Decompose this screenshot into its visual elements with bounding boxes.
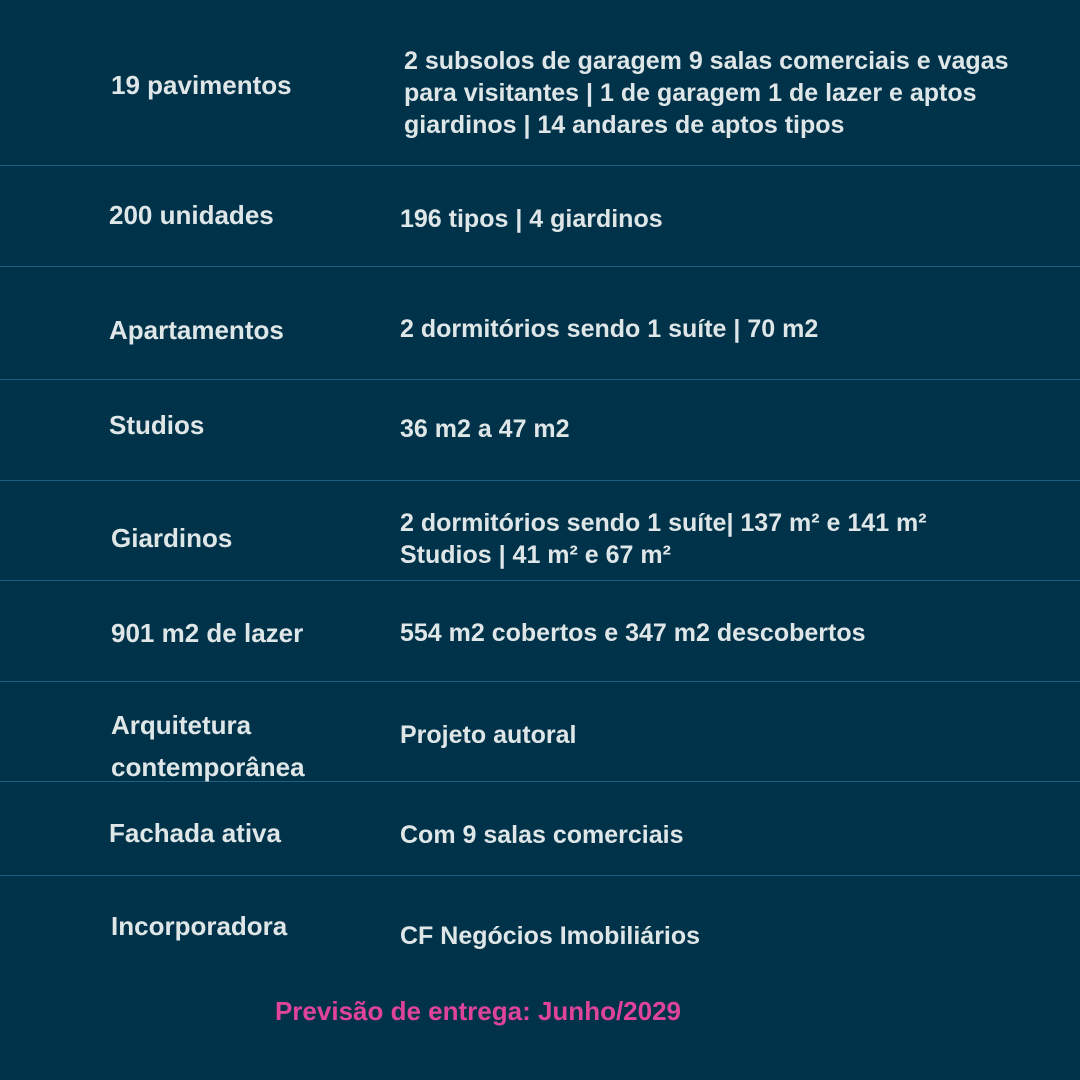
row-label: Apartamentos	[109, 315, 284, 345]
row-value: 2 dormitórios sendo 1 suíte| 137 m² e 141 m² Studios | 41 m² e 67 m²	[400, 509, 927, 569]
table-row	[0, 166, 1080, 267]
row-value: Projeto autoral	[400, 721, 577, 749]
row-label: 901 m2 de lazer	[111, 618, 304, 648]
row-label: Fachada ativa	[109, 818, 281, 848]
table-row	[0, 0, 1080, 166]
table-row	[0, 481, 1080, 581]
delivery-forecast: Previsão de entrega: Junho/2029	[274, 996, 682, 1026]
row-value: Com 9 salas comerciais	[400, 821, 684, 849]
row-label: Arquitetura contemporânea	[111, 710, 305, 782]
table-row	[0, 876, 1080, 976]
table-row	[0, 380, 1080, 481]
row-value: 554 m2 cobertos e 347 m2 descobertos	[400, 619, 866, 647]
row-value: 2 dormitórios sendo 1 suíte | 70 m2	[400, 315, 819, 343]
row-label: Incorporadora	[111, 911, 288, 941]
row-value: CF Negócios Imobiliários	[400, 922, 701, 950]
table-row	[0, 267, 1080, 380]
row-label: Studios	[109, 410, 205, 440]
row-label: Giardinos	[111, 523, 233, 553]
row-label: 200 unidades	[109, 200, 274, 230]
row-value: 36 m2 a 47 m2	[400, 415, 570, 443]
row-value: 196 tipos | 4 giardinos	[400, 205, 663, 233]
row-label: 19 pavimentos	[111, 70, 292, 100]
table-row	[0, 581, 1080, 682]
table-row	[0, 782, 1080, 876]
table-row	[0, 682, 1080, 782]
row-value: 2 subsolos de garagem 9 salas comerciais e vagas para visitantes | 1 de garagem 1 de lazer e aptos giardinos | 14 andares de aptos tipos	[404, 47, 1009, 139]
